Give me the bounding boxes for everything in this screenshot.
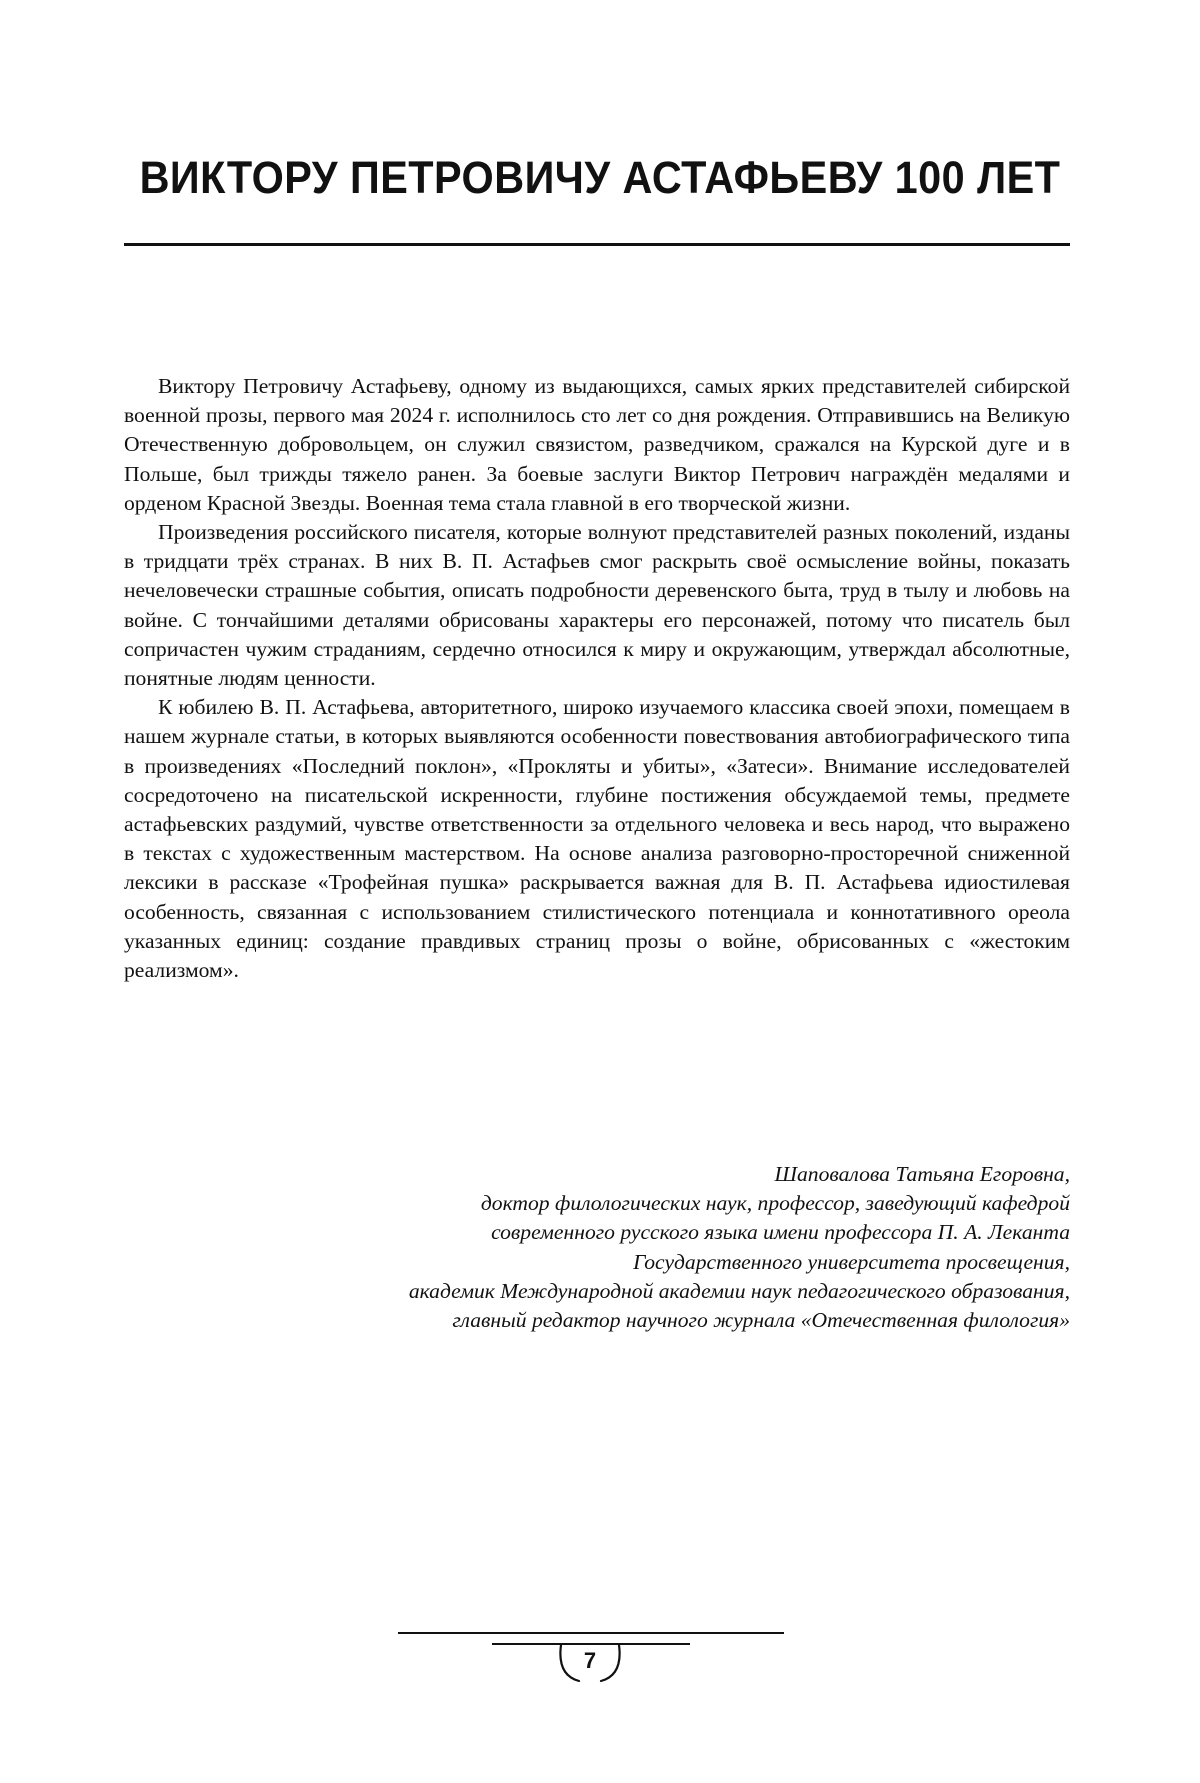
signature-line: Государственного университета просвещения, — [633, 1249, 1070, 1274]
page-title: ВИКТОРУ ПЕТРОВИЧУ АСТАФЬЕВУ 100 ЛЕТ — [139, 152, 1061, 203]
signature-line: доктор филологических наук, профессор, заведующий кафедрой — [480, 1191, 1070, 1216]
signature-line: Шаповалова Татьяна Егоровна, — [774, 1162, 1070, 1186]
page-number: 7 — [583, 1648, 597, 1673]
signature-line: современного русского языка имени профессора П. А. Леканта — [491, 1220, 1070, 1245]
footer-rule — [398, 1632, 784, 1634]
signature-line: академик Международной академии наук педагогического образования, — [408, 1278, 1070, 1303]
paragraph: Виктору Петровичу Астафьеву, одному из выдающихся, самых ярких представителей сибирской военной прозы, первого мая 2024 г. исполнилось сто лет со дня рождения. Отправившись на Великую Отечественную добровольцем, он служил связистом, разведчиком, сражался на Курской дуге и в Польше, был трижды тяжело ранен. За боевые заслуги Виктор Петрович награждён медалями и орденом Красной Звезды. Военная тема стала главной в его творческой жизни. — [124, 374, 1070, 515]
title-divider — [124, 243, 1070, 246]
article-body — [124, 372, 1070, 985]
paragraph: К юбилею В. П. Астафьева, авторитетного, широко изучаемого классика своей эпохи, помещаем в нашем журнале статьи, в которых выявляются особенности повествования автобиографического типа в произведениях «Последний поклон», «Прокляты и убиты», «Затеси». Внимание исследователей сосредоточено на писательской искренности, глубине постижения обсуждаемой темы, предмете астафьевских раздумий, чувстве ответственности за отдельного человека и весь народ, что выражено в текстах с художественным мастерством. На основе анализа разговорно-просторечной сниженной лексики в рассказе «Трофейная пушка» раскрывается важная для В. П. Астафьева идиостилевая особенность, связанная с использованием стилистического потенциала и коннотативного ореола указанных единиц: создание правдивых страниц прозы о войне, обрисованных с «жестоким реализмом». — [124, 695, 1070, 983]
signature-line: главный редактор научного журнала «Отечественная филология» — [452, 1308, 1070, 1333]
page-number-badge — [555, 1641, 625, 1685]
author-signature — [124, 1160, 1070, 1335]
paragraph: Произведения российского писателя, которые волнуют представителей разных поколений, изданы в тридцати трёх странах. В них В. П. Астафьев смог раскрыть своё осмысление войны, показать нечеловечески страшные события, описать подробности деревенского быта, труд в тылу и любовь на войне. С тончайшими деталями обрисованы характеры его персонажей, потому что писатель был сопричастен чужим страданиям, сердечно относился к миру и окружающим, утверждал абсолютные, понятные людям ценности. — [124, 520, 1070, 691]
